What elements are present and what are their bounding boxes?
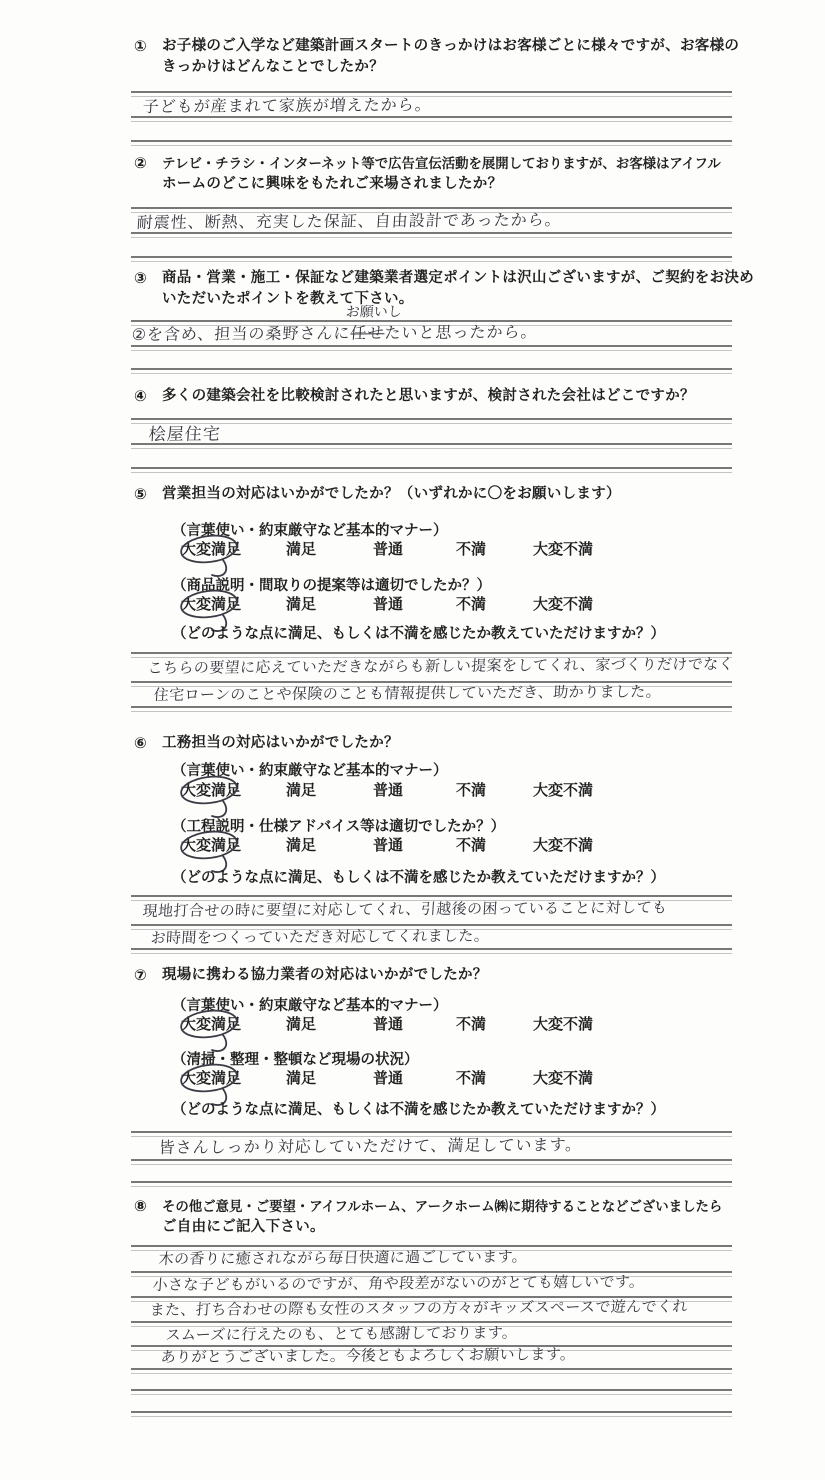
rating-row-q5-manner xyxy=(128,538,768,560)
question-4-text-line: 多くの建築会社を比較検討されたと思いますが、検討された会社はどこですか？ xyxy=(162,388,695,404)
question-3-heading xyxy=(134,268,784,310)
ruled-line xyxy=(131,232,732,238)
ruled-line xyxy=(131,256,732,262)
question-7-sub-b-label: （清掃・整理・整頓など現場の状況） xyxy=(172,1052,419,1068)
rating-option-dissatisfied: 不満 xyxy=(456,837,487,854)
answer-3-struck-word: 任せ xyxy=(349,325,385,343)
question-4-heading xyxy=(134,386,784,407)
ruled-line xyxy=(131,1159,732,1165)
handwritten-answer-4: 桧屋住宅 xyxy=(148,424,222,445)
question-5-heading xyxy=(134,484,784,505)
handwritten-answer-1: 子どもが産まれて家族が増えたから。 xyxy=(142,96,433,117)
question-7-sub-a-label: （言葉使い・約束厳守など基本的マナー） xyxy=(172,998,448,1014)
question-8-heading xyxy=(134,1196,784,1238)
question-5-text-line: 営業担当の対応はいかがでしたか？（いずれかに〇をお願いします） xyxy=(162,486,621,502)
handwritten-answer-6-line-1: 現地打合せの時に要望に対応してくれ、引越後の困っていることに対しても xyxy=(142,899,668,920)
rating-option-dissatisfied: 不満 xyxy=(456,1016,487,1033)
ruled-line xyxy=(131,443,732,449)
rating-row-q7-site-condition xyxy=(128,1067,768,1089)
question-6-note-label: （どのような点に満足、もしくは不満を感じたか教えていただけますか？） xyxy=(172,870,665,886)
question-5-number: ⑤ xyxy=(134,486,148,503)
rating-option-very-satisfied: 大変満足 xyxy=(181,1016,242,1033)
rating-option-dissatisfied: 不満 xyxy=(456,782,487,799)
question-7-note-label: （どのような点に満足、もしくは不満を感じたか教えていただけますか？） xyxy=(172,1102,665,1118)
answer-3-before: ②を含め、担当の桑野さんに xyxy=(131,325,351,345)
rating-option-dissatisfied: 不満 xyxy=(456,1070,487,1087)
rating-option-very-satisfied: 大変満足 xyxy=(181,837,242,854)
answer-3-after: たいと思ったから。 xyxy=(383,324,539,343)
answer-3-inserted-word: お願いし xyxy=(345,303,403,320)
handwritten-answer-7: 皆さんしっかり対応していただけて、満足しています。 xyxy=(158,1137,583,1157)
rating-option-very-dissatisfied: 大変不満 xyxy=(533,596,594,613)
ruled-line xyxy=(131,706,732,712)
ruled-line xyxy=(131,1368,732,1374)
ruled-line xyxy=(131,467,732,473)
rating-option-neutral: 普通 xyxy=(373,541,404,558)
rating-option-neutral: 普通 xyxy=(373,837,404,854)
question-7-number: ⑦ xyxy=(134,967,148,984)
question-4-number: ④ xyxy=(134,388,148,405)
rating-option-very-dissatisfied: 大変不満 xyxy=(533,782,594,799)
rating-row-q6-process xyxy=(128,834,768,856)
rating-option-very-satisfied: 大変満足 xyxy=(181,541,242,558)
rating-option-very-satisfied: 大変満足 xyxy=(181,596,242,613)
question-3-text-line: いただいたポイントを教えて下さい。 xyxy=(162,291,414,307)
handwritten-answer-6-line-2: お時間をつくっていただき対応してくれました。 xyxy=(150,927,490,947)
answer-3-correction xyxy=(345,303,403,343)
rating-option-very-dissatisfied: 大変不満 xyxy=(533,1016,594,1033)
question-2-heading xyxy=(134,153,784,195)
question-1-number: ① xyxy=(134,38,148,55)
question-2-number: ② xyxy=(134,155,148,172)
rating-option-very-dissatisfied: 大変不満 xyxy=(533,1070,594,1087)
question-6-sub-b-label: （工程説明・仕様アドバイス等は適切でしたか？） xyxy=(172,819,506,835)
rating-option-satisfied: 満足 xyxy=(286,837,317,854)
rating-option-satisfied: 満足 xyxy=(286,541,317,558)
ruled-line xyxy=(131,116,732,122)
question-5-sub-a-label: （言葉使い・約束厳守など基本的マナー） xyxy=(172,523,448,539)
question-1-heading xyxy=(134,36,784,78)
question-3-text-line: 商品・営業・施工・保証など建築業者選定ポイントは沢山ございますが、ご契約をお決め xyxy=(162,270,754,286)
handwritten-answer-2: 耐震性、断熱、充実した保証、自由設計であったから。 xyxy=(136,212,563,233)
question-7-text-line: 現場に携わる協力業者の対応はいかがでしたか？ xyxy=(162,967,488,983)
rating-option-satisfied: 満足 xyxy=(286,782,317,799)
rating-option-dissatisfied: 不満 xyxy=(456,596,487,613)
question-6-text-line: 工務担当の対応はいかがでしたか？ xyxy=(162,735,399,751)
rating-option-dissatisfied: 不満 xyxy=(456,541,487,558)
rating-option-very-dissatisfied: 大変不満 xyxy=(533,541,594,558)
question-6-heading xyxy=(134,733,784,754)
rating-option-neutral: 普通 xyxy=(373,1016,404,1033)
question-8-text-line: その他ご意見・ご要望・アイフルホーム、アークホーム㈱に期待することなどございましたら xyxy=(162,1199,723,1214)
handwritten-answer-8-line-4: スムーズに行えたのも、とても感謝しております。 xyxy=(165,1324,518,1344)
question-8-text-line: ご自由にご記入下さい。 xyxy=(162,1219,325,1235)
ruled-line xyxy=(131,948,732,954)
ruled-line xyxy=(131,140,732,146)
rating-option-satisfied: 満足 xyxy=(286,1070,317,1087)
rating-option-neutral: 普通 xyxy=(373,1070,404,1087)
ruled-line xyxy=(131,368,732,374)
ruled-line xyxy=(131,1411,732,1417)
handwritten-answer-8-line-1: 木の香りに癒されながら毎日快適に過ごしています。 xyxy=(158,1248,528,1268)
question-2-text-line: ホームのどこに興味をもたれご来場されましたか？ xyxy=(162,176,503,192)
question-1-text-line: きっかけはどんなことでしたか？ xyxy=(162,59,384,75)
question-1-text-line: お子様のご入学など建築計画スタートのきっかけはお客様ごとに様々ですが、お客様の xyxy=(162,38,740,54)
handwritten-answer-8-line-5: ありがとうございました。今後ともよろしくお願いします。 xyxy=(160,1346,576,1366)
ruled-line xyxy=(131,345,732,351)
question-2-text-line: テレビ・チラシ・インターネット等で広告宣伝活動を展開しておりますが、お客様はアイフル xyxy=(162,156,721,171)
question-3-number: ③ xyxy=(134,270,148,287)
rating-option-very-satisfied: 大変満足 xyxy=(181,782,242,799)
rating-row-q7-manner xyxy=(128,1013,768,1035)
rating-option-satisfied: 満足 xyxy=(286,596,317,613)
ruled-line xyxy=(131,1389,732,1395)
rating-row-q5-proposal xyxy=(128,593,768,615)
rating-row-q6-manner xyxy=(128,779,768,801)
handwritten-answer-8-line-3: また、打ち合わせの際も女性のスタッフの方々がキッズスペースで遊んでくれ xyxy=(149,1298,689,1319)
rating-option-very-satisfied: 大変満足 xyxy=(181,1070,242,1087)
handwritten-answer-3 xyxy=(131,303,539,345)
question-5-note-label: （どのような点に満足、もしくは不満を感じたか教えていただけますか？） xyxy=(172,626,665,642)
rating-option-neutral: 普通 xyxy=(373,782,404,799)
handwritten-answer-5-line-2: 住宅ローンのことや保険のことも情報提供していただき、助かりました。 xyxy=(153,683,662,704)
handwritten-answer-8-line-2: 小さな子どもがいるのですが、角や段差がないのがとても嬉しいです。 xyxy=(152,1273,645,1294)
question-7-heading xyxy=(134,965,784,986)
rating-option-satisfied: 満足 xyxy=(286,1016,317,1033)
ruled-line xyxy=(131,1181,732,1187)
question-6-sub-a-label: （言葉使い・約束厳守など基本的マナー） xyxy=(172,763,448,779)
question-6-number: ⑥ xyxy=(134,735,148,752)
handwritten-answer-5-line-1: こちらの要望に応えていただきながらも新しい提案をしてくれ、家づくりだけでなく xyxy=(147,655,735,677)
rating-option-neutral: 普通 xyxy=(373,596,404,613)
question-5-sub-b-label: （商品説明・間取りの提案等は適切でしたか？） xyxy=(172,578,491,594)
rating-option-very-dissatisfied: 大変不満 xyxy=(533,837,594,854)
question-8-number: ⑧ xyxy=(134,1198,148,1215)
